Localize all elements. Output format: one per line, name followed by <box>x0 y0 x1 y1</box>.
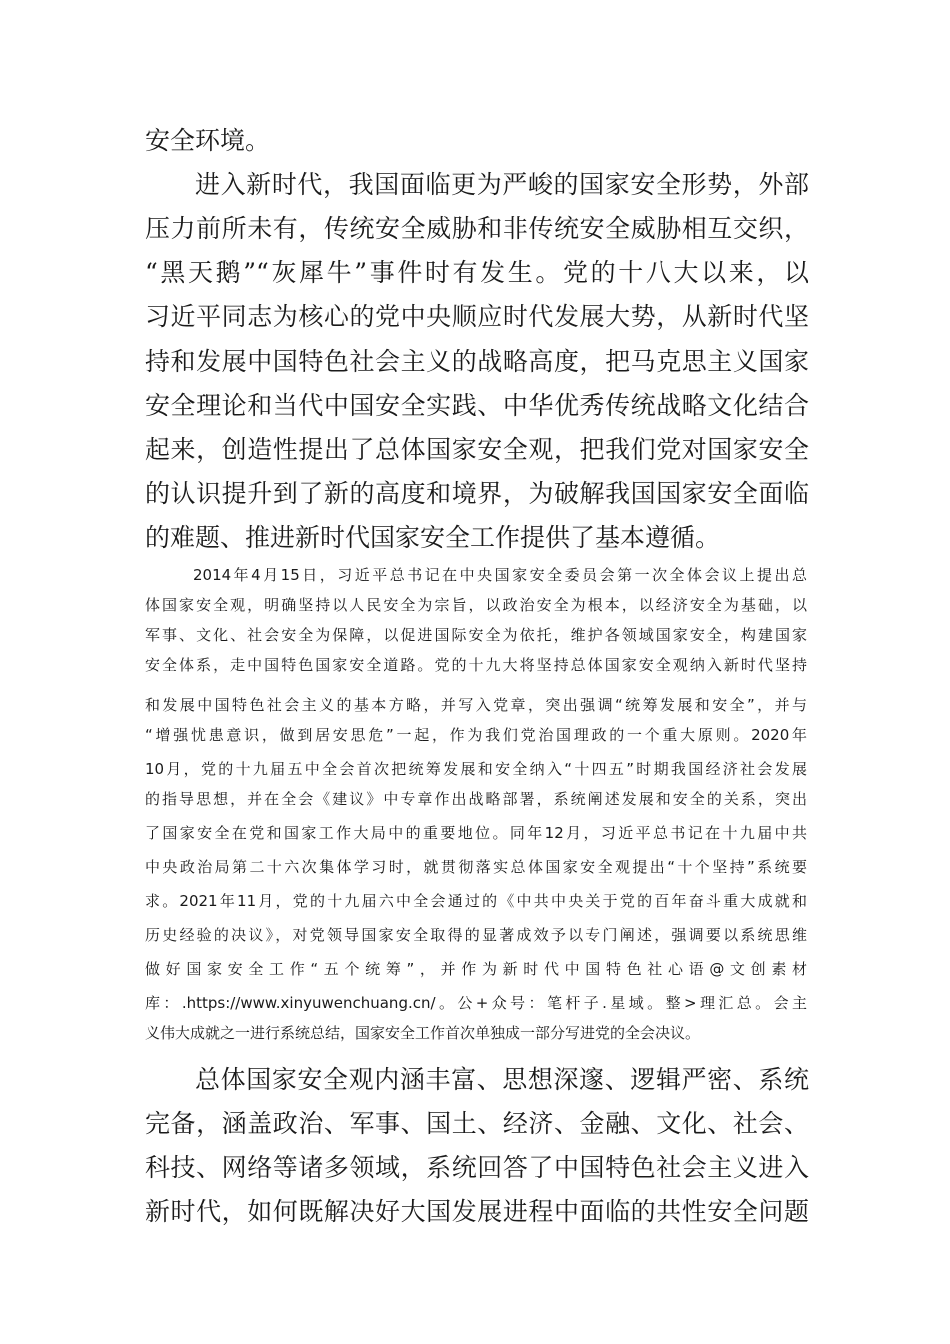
paragraph-3-line: 库：.https://www.xinyuwenchuang.cn/。公+众号：笔杆子.星域。整>理汇总。会主 <box>145 994 807 1012</box>
paragraph-4-line: 科技、网络等诸多领域，系统回答了中国特色社会主义进入 <box>145 1153 809 1182</box>
paragraph-4-line: 总体国家安全观内涵丰富、思想深邃、逻辑严密、系统 <box>195 1065 809 1094</box>
paragraph-3-line: 历史经验的决议》，对党领导国家安全取得的显著成效予以专门阐述，强调要以系统思维 <box>145 926 807 944</box>
paragraph-2-line: 的难题、推进新时代国家安全工作提供了基本遵循。 <box>145 523 721 552</box>
paragraph-2-line: 进入新时代，我国面临更为严峻的国家安全形势，外部 <box>195 170 809 199</box>
paragraph-3-line: 了国家安全在党和国家工作大局中的重要地位。同年12月，习近平总书记在十九届中共 <box>145 824 807 842</box>
paragraph-3-line: 的指导思想，并在全会《建议》中专章作出战略部署，系统阐述发展和安全的关系，突出 <box>145 790 807 808</box>
paragraph-2-line: 习近平同志为核心的党中央顺应时代发展大势，从新时代坚 <box>145 302 809 331</box>
paragraph-1-line: 安全环境。 <box>145 126 271 155</box>
paragraph-3-line: 做好国家安全工作“五个统筹”，并作为新时代中国特色社心语@文创素材 <box>145 960 807 978</box>
paragraph-3-line: “增强忧患意识，做到居安思危”一起，作为我们党治国理政的一个重大原则。2020年 <box>145 726 807 744</box>
paragraph-2-line: 起来，创造性提出了总体国家安全观，把我们党对国家安全 <box>145 435 809 464</box>
paragraph-3-line: 10月，党的十九届五中全会首次把统筹发展和安全纳入“十四五”时期我国经济社会发展 <box>145 760 807 778</box>
paragraph-4-line: 新时代，如何既解决好大国发展进程中面临的共性安全问题 <box>145 1197 809 1226</box>
paragraph-2-line: 的认识提升到了新的高度和境界，为破解我国国家安全面临 <box>145 479 809 508</box>
paragraph-2-line: “黑天鹅”“灰犀牛”事件时有发生。党的十八大以来，以 <box>145 258 809 287</box>
paragraph-2-line: 压力前所未有，传统安全威胁和非传统安全威胁相互交织， <box>145 214 809 243</box>
paragraph-3-line: 2014年4月15日，习近平总书记在中央国家安全委员会第一次全体会议上提出总 <box>193 566 807 584</box>
paragraph-3-line: 义伟大成就之一进行系统总结，国家安全工作首次单独成一部分写进党的全会决议。 <box>145 1024 701 1042</box>
paragraph-4-line: 完备，涵盖政治、军事、国土、经济、金融、文化、社会、 <box>145 1109 809 1138</box>
paragraph-3-line: 安全体系，走中国特色国家安全道路。党的十九大将坚持总体国家安全观纳入新时代坚持 <box>145 656 807 674</box>
paragraph-3-line: 求。2021年11月，党的十九届六中全会通过的《中共中央关于党的百年奋斗重大成就和 <box>145 892 807 910</box>
paragraph-2-line: 持和发展中国特色社会主义的战略高度，把马克思主义国家 <box>145 347 809 376</box>
paragraph-2-line: 安全理论和当代中国安全实践、中华优秀传统战略文化结合 <box>145 391 809 420</box>
paragraph-3-line: 体国家安全观，明确坚持以人民安全为宗旨，以政治安全为根本，以经济安全为基础，以 <box>145 596 807 614</box>
paragraph-3-line: 中央政治局第二十六次集体学习时，就贯彻落实总体国家安全观提出“十个坚持”系统要 <box>145 858 807 876</box>
paragraph-3-line: 军事、文化、社会安全为保障，以促进国际安全为依托，维护各领域国家安全，构建国家 <box>145 626 807 644</box>
paragraph-3-line: 和发展中国特色社会主义的基本方略，并写入党章，突出强调“统筹发展和安全”，并与 <box>145 696 807 714</box>
